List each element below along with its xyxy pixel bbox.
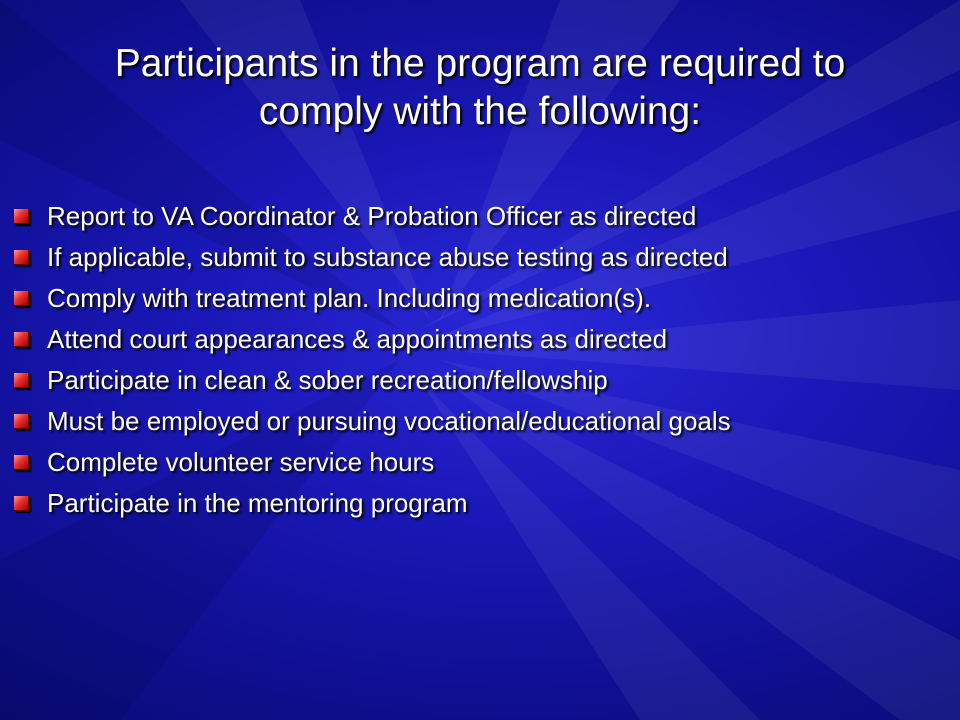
red-square-bullet-icon [14,209,29,224]
red-square-bullet-icon [14,332,29,347]
red-square-bullet-icon [14,455,29,470]
bullet-text: Participate in the mentoring program [47,488,468,518]
slide-title: Participants in the program are required to comply with the following: [114,42,846,133]
bullet-list [14,200,914,528]
red-square-bullet-icon [14,414,29,429]
bullet-text: Attend court appearances & appointments as directed [47,324,668,354]
red-square-bullet-icon [14,250,29,265]
bullet-item [14,323,914,355]
bullet-item [14,487,914,519]
bullet-item [14,200,914,232]
bullet-text: Must be employed or pursuing vocational/educational goals [47,406,731,436]
bullet-item [14,282,914,314]
bullet-text: Report to VA Coordinator & Probation Officer as directed [47,201,697,231]
red-square-bullet-icon [14,496,29,511]
bullet-item [14,364,914,396]
red-square-bullet-icon [14,373,29,388]
bullet-text: Participate in clean & sober recreation/fellowship [47,365,608,395]
bullet-text: Comply with treatment plan. Including medication(s). [47,283,652,313]
bullet-item [14,241,914,273]
bullet-text: Complete volunteer service hours [47,447,435,477]
bullet-item [14,405,914,437]
red-square-bullet-icon [14,291,29,306]
bullet-text: If applicable, submit to substance abuse testing as directed [47,242,728,272]
bullet-item [14,446,914,478]
